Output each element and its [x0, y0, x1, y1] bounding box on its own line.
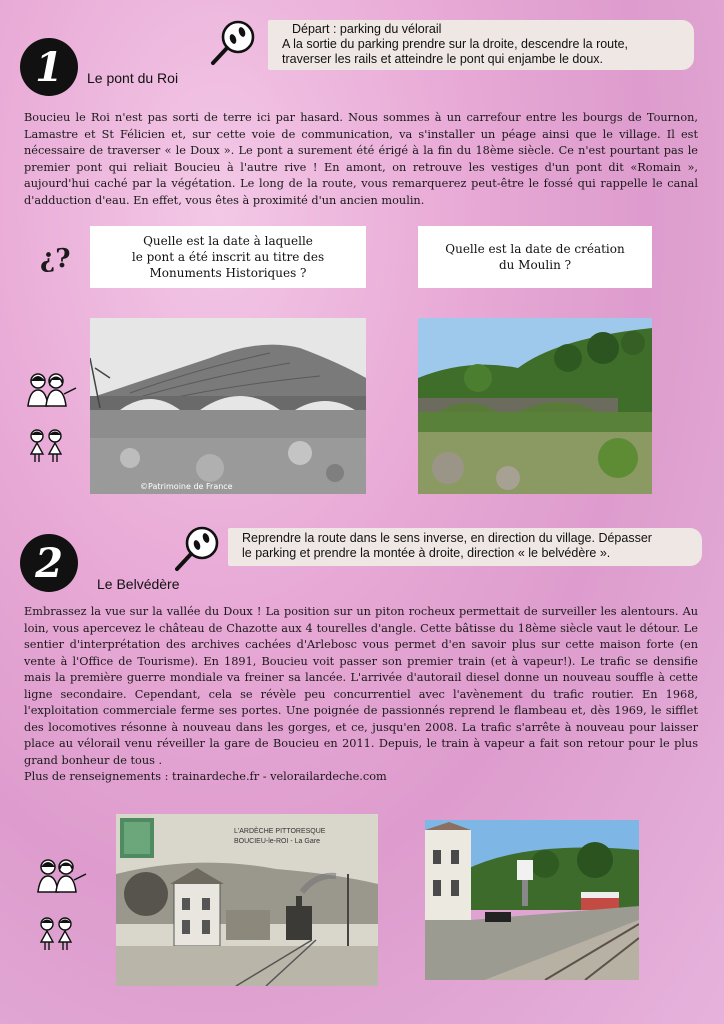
- question-line: Quelle est la date à laquelle: [143, 234, 313, 248]
- photo-bridge-today: [418, 318, 652, 494]
- section-number-1: 1: [20, 38, 78, 96]
- more-info-text: Plus de renseignements : trainardeche.fr - velorailardeche.com: [24, 770, 387, 783]
- magnifier-footprints-icon: [208, 18, 258, 68]
- directions-line: le parking et prendre la montée à droite, direction « le belvédère ».: [242, 546, 611, 560]
- section-title-2: Le Belvédère: [97, 576, 180, 592]
- photo-old-bridge: [90, 318, 366, 494]
- magnifier-footprints-icon: [172, 524, 222, 574]
- directions-line: Départ : parking du vélorail: [292, 22, 442, 36]
- body-paragraph: Embrassez la vue sur la vallée du Doux ! La position sur un piton rocheux permettait de surveiller les alentours. Au loin, vous apercevez le château de Chazotte aux 4 tourelles d'angle. Cette bâtisse du 18ème siècle vaut le détour. Le sentier d'interprétation des archives cachées d'Arlebosc vous permet d'en savoir plus sur cette maison forte (en vente à l'Office de Tourisme). En 1891, Boucieu voit passer son premier train (et à vapeur!). Le trafic se densifie mais la première guerre mondiale va freiner sa lancée. L'arrivée d'autorail diesel donne un nouveau souffle à cette ligne secondaire. Cependant, cela se révèle peu concurrentiel avec l'avènement du trafic routier. En 1968, l'exploitation commerciale ferme ses portes. Une poignée de passionnés reprend le flambeau et, dès 1969, le sifflet des locomotives résonne à nouveau dans les gorges, et ce, jusqu'en 2008. La trafic s'arrête à nouveau pour laisser place au vélorail venu réveiller la gare de Boucieu en 2011. Depuis, le train à vapeur a fait son retour pour le plus grand bonheur de tous .: [24, 605, 698, 767]
- photo-credit: ©Patrimoine de France: [140, 482, 233, 491]
- directions-line: traverser les rails et atteindre le pont qui enjambe le doux.: [282, 52, 604, 66]
- question-line: Quelle est la date de création: [445, 242, 625, 256]
- photo-station-today: [425, 820, 639, 980]
- directions-banner-1: [268, 20, 694, 70]
- postcard-caption: L'ARDÈCHE PITTORESQUE: [234, 828, 326, 835]
- question-line: du Moulin ?: [498, 258, 572, 272]
- question-line: le pont a été inscrit au titre des: [131, 250, 325, 264]
- question-box-1: [90, 226, 366, 288]
- children-icon: [26, 428, 66, 464]
- section-body-2: [24, 604, 698, 786]
- question-icon: ¿?: [40, 244, 71, 274]
- adults-icon: [32, 858, 88, 894]
- postcard-caption: BOUCIEU-le-ROI - La Gare: [234, 838, 320, 845]
- children-icon: [36, 916, 76, 952]
- adults-icon: [22, 372, 78, 408]
- directions-line: Reprendre la route dans le sens inverse, en direction du village. Dépasser: [242, 531, 652, 545]
- question-box-2: [418, 226, 652, 288]
- question-line: Monuments Historiques ?: [149, 266, 307, 280]
- section-number-2: 2: [20, 534, 78, 592]
- directions-banner-2: [228, 528, 702, 566]
- photo-old-station-postcard: [116, 814, 378, 986]
- section-title-1: Le pont du Roi: [87, 70, 179, 86]
- directions-line: A la sortie du parking prendre sur la droite, descendre la route,: [282, 37, 629, 51]
- section-body-1: Boucieu le Roi n'est pas sorti de terre ici par hasard. Nous sommes à un carrefour entre les bourgs de Tournon, Lamastre et St Félicien et, sur cette voie de communication, va s'installer un péage ainsi que le village. Il est nécessaire de traverser « le Doux ». Le pont a surement été érigé à la fin du 18ème siècle. Ce n'est pourtant pas le premier pont qui reliait Boucieu à l'autre rive ! En amont, on retrouve les vestiges d'un pont dit «Romain », aujourd'hui caché par la végétation. Le long de la route, vous remarquerez peut-être le fossé qui rappelle le canal d'adduction d'eau. En effet, vous êtes à proximité d'un ancien moulin.: [24, 111, 698, 207]
